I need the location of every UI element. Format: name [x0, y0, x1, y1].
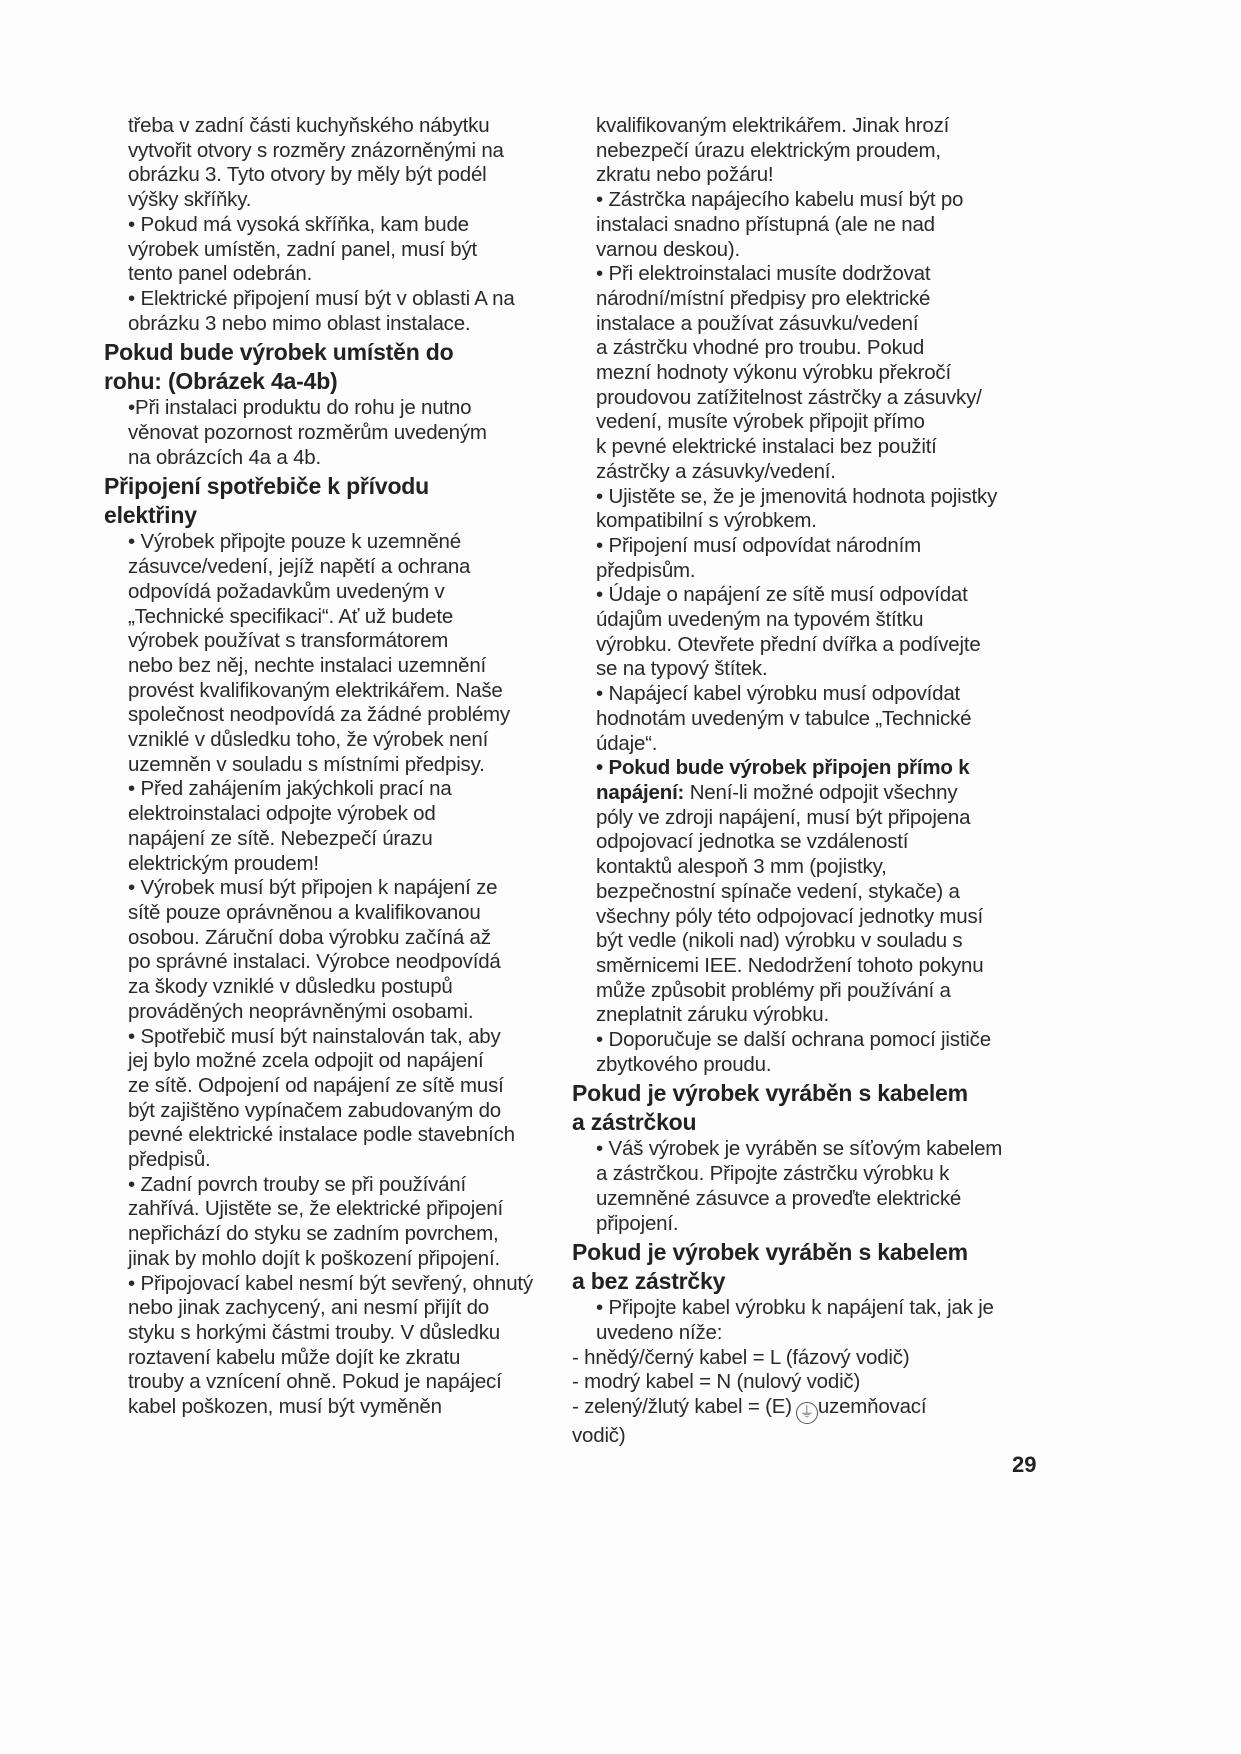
- text-line: třeba v zadní části kuchyňského nábytku: [128, 114, 490, 137]
- text-line: • Pokud má vysoká skříňka, kam bude: [128, 212, 469, 236]
- text-line: předpisům.: [596, 558, 696, 582]
- text-line: proudovou zatížitelnost zástrčky a zásuvky/: [596, 385, 982, 409]
- text-line: tento panel odebrán.: [128, 262, 313, 286]
- text-line: jinak by mohlo dojít k poškození připojení.: [128, 1246, 501, 1270]
- text-block: [572, 1346, 1142, 1449]
- text-line: uvedeno níže:: [596, 1320, 723, 1344]
- section-heading: [104, 472, 604, 530]
- text-line: instalaci snadno přístupná (ale ne nad: [596, 212, 935, 236]
- text-line: • Údaje o napájení ze sítě musí odpovídat: [596, 583, 968, 607]
- text-line: • Spotřebič musí být nainstalován tak, aby: [128, 1024, 501, 1048]
- text-line: elektřiny: [104, 502, 197, 529]
- text-line: se na typový štítek.: [596, 657, 768, 681]
- text-line: uzemněné zásuvce a proveďte elektrické: [596, 1186, 962, 1210]
- bullet-item: [104, 287, 604, 336]
- text-line: nebo bez něj, nechte instalaci uzemnění: [128, 653, 487, 677]
- text-line: • Výrobek musí být připojen k napájení ze: [128, 876, 498, 900]
- text-line: zkratu nebo požáru!: [596, 163, 774, 187]
- text-line: [572, 781, 1142, 806]
- text-line: - hnědý/černý kabel = L (fázový vodič): [572, 1345, 910, 1369]
- section-heading: [572, 1079, 1142, 1137]
- text-line: kompatibilní s výrobkem.: [596, 509, 817, 533]
- bullet-item: [104, 530, 604, 777]
- text-block: [572, 114, 1142, 188]
- text-line: nebezpečí úrazu elektrickým proudem,: [596, 138, 941, 162]
- text-line: nebo jinak zachycený, ani nesmí přijít do: [128, 1296, 490, 1320]
- text-line: rohu: (Obrázek 4a-4b): [104, 368, 338, 395]
- text-line: Pokud je výrobek vyráběn s kabelem: [572, 1239, 968, 1266]
- text-line: kontaktů alespoň 3 mm (pojistky,: [596, 855, 887, 879]
- text-line: - modrý kabel = N (nulový vodič): [572, 1370, 861, 1394]
- text-segment: Není-li možné odpojit všechny: [684, 780, 958, 804]
- bullet-item: [104, 396, 604, 470]
- bullet-item: [572, 756, 1142, 1028]
- text-line: obrázku 3. Tyto otvory by měly být podél: [128, 163, 487, 187]
- text-line: po správné instalaci. Výrobce neodpovídá: [128, 950, 501, 974]
- left-column: [104, 114, 604, 1420]
- text-line: zbytkového proudu.: [596, 1052, 772, 1076]
- bullet-item: [104, 1173, 604, 1272]
- text-line: k pevné elektrické instalaci bez použití: [596, 435, 937, 459]
- text-line: styku s horkými částmi trouby. V důsledku: [128, 1320, 500, 1344]
- text-line: zásuvce/vedení, jejíž napětí a ochrana: [128, 555, 471, 579]
- text-line: Pokud bude výrobek umístěn do: [104, 339, 454, 366]
- text-line: • Elektrické připojení musí být v oblasti A na: [128, 286, 515, 310]
- text-line: bezpečnostní spínače vedení, stykače) a: [596, 879, 960, 903]
- text-line: sítě pouze oprávněnou a kvalifikovanou: [128, 900, 481, 924]
- text-line: vytvořit otvory s rozměry znázorněnými na: [128, 138, 504, 162]
- text-line: a zástrčkou: [572, 1109, 697, 1136]
- text-segment: - zelený/žlutý kabel = (E): [572, 1395, 792, 1419]
- text-line: • Ujistěte se, že je jmenovitá hodnota pojistky: [596, 484, 998, 508]
- text-line: údaje“.: [596, 731, 658, 755]
- text-line: obrázku 3 nebo mimo oblast instalace.: [128, 311, 471, 335]
- bullet-item: [104, 777, 604, 876]
- text-line: odpojovací jednotka se vzdáleností: [596, 830, 909, 854]
- section-heading: [572, 1238, 1142, 1296]
- text-line: [572, 756, 1142, 781]
- page-number: 29: [1012, 1452, 1037, 1477]
- bullet-item: [572, 1137, 1142, 1236]
- text-line: společnost neodpovídá za žádné problémy: [128, 703, 510, 727]
- bullet-item: [572, 1028, 1142, 1077]
- text-line: směrnicemi IEE. Nedodržení tohoto pokynu: [596, 953, 984, 977]
- text-line: varnou deskou).: [596, 237, 741, 261]
- text-line: nepřichází do styku se zadním povrchem,: [128, 1222, 499, 1246]
- bullet-item: [104, 213, 604, 287]
- bullet-item: [104, 876, 604, 1024]
- text-line: pevné elektrické instalace podle stavebních: [128, 1123, 515, 1147]
- bold-text: napájení:: [596, 780, 685, 804]
- text-line: „Technické specifikaci“. Ať už budete: [128, 604, 454, 628]
- bullet-item: [572, 188, 1142, 262]
- text-line: údajům uvedeným na typovém štítku: [596, 608, 924, 632]
- bullet-item: [572, 682, 1142, 756]
- text-line: jej bylo možné zcela odpojit od napájení: [128, 1049, 484, 1073]
- text-line: Připojení spotřebiče k přívodu: [104, 473, 430, 500]
- text-line: • Výrobek připojte pouze k uzemněné: [128, 530, 461, 554]
- text-segment: uzemňovací: [817, 1395, 927, 1419]
- text-line: • Před zahájením jakýchkoli prací na: [128, 777, 452, 801]
- bullet-item: [572, 262, 1142, 484]
- earth-ground-icon: ⏚: [796, 1402, 818, 1424]
- text-line: předpisů.: [128, 1148, 211, 1172]
- text-line: napájení ze sítě. Nebezpečí úrazu: [128, 826, 433, 850]
- bullet-item: [572, 485, 1142, 534]
- text-line: provést kvalifikovaným elektrikářem. Naše: [128, 678, 503, 702]
- text-line: mezní hodnoty výkonu výrobku překročí: [596, 361, 951, 385]
- text-line: elektrickým proudem!: [128, 851, 319, 875]
- text-line: ze sítě. Odpojení od napájení ze sítě musí: [128, 1073, 504, 1097]
- text-line: může způsobit problémy při používání a: [596, 978, 951, 1002]
- text-line: póly ve zdroji napájení, musí být připojena: [596, 805, 971, 829]
- text-line: Pokud je výrobek vyráběn s kabelem: [572, 1080, 968, 1107]
- text-line: vzniklé v důsledku toho, že výrobek není: [128, 728, 489, 752]
- bullet-item: [572, 583, 1142, 682]
- text-line: zneplatnit záruku výrobku.: [596, 1003, 829, 1027]
- text-line: [572, 1395, 1142, 1424]
- text-line: na obrázcích 4a a 4b.: [128, 445, 321, 469]
- text-line: připojení.: [596, 1211, 679, 1235]
- text-line: kabel poškozen, musí být vyměněn: [128, 1395, 442, 1419]
- bullet-item: [104, 1272, 604, 1420]
- text-line: výrobek umístěn, zadní panel, musí být: [128, 237, 478, 261]
- text-line: • Připojení musí odpovídat národním: [596, 533, 921, 557]
- text-line: osobou. Záruční doba výrobku začíná až: [128, 925, 491, 949]
- text-line: • Zástrčka napájecího kabelu musí být po: [596, 188, 964, 212]
- text-line: elektroinstalaci odpojte výrobek od: [128, 802, 436, 826]
- text-block: [104, 114, 604, 213]
- text-line: výšky skříňky.: [128, 188, 252, 212]
- text-line: výrobku. Otevřete přední dvířka a podívejte: [596, 632, 981, 656]
- text-line: zástrčky a zásuvky/vedení.: [596, 459, 836, 483]
- text-line: instalace a používat zásuvku/vedení: [596, 311, 919, 335]
- text-line: prováděných neoprávněnými osobami.: [128, 999, 474, 1023]
- text-line: odpovídá požadavkům uvedeným v: [128, 579, 445, 603]
- text-line: národní/místní předpisy pro elektrické: [596, 286, 931, 310]
- text-line: trouby a vznícení ohně. Pokud je napájecí: [128, 1370, 502, 1394]
- bullet-item: [104, 1025, 604, 1173]
- text-line: • Napájecí kabel výrobku musí odpovídat: [596, 682, 961, 706]
- text-line: být zajištěno vypínačem zabudovaným do: [128, 1098, 502, 1122]
- text-line: výrobek používat s transformátorem: [128, 629, 449, 653]
- text-line: věnovat pozornost rozměrům uvedeným: [128, 421, 487, 445]
- text-line: hodnotám uvedeným v tabulce „Technické: [596, 706, 972, 730]
- text-line: roztavení kabelu může dojít ke zkratu: [128, 1345, 461, 1369]
- text-line: vodič): [572, 1424, 626, 1448]
- text-line: být vedle (nikoli nad) výrobku v souladu s: [596, 929, 963, 953]
- text-line: a bez zástrčky: [572, 1268, 726, 1295]
- text-line: a zástrčkou. Připojte zástrčku výrobku k: [596, 1162, 950, 1186]
- text-line: • Doporučuje se další ochrana pomocí jističe: [596, 1028, 991, 1052]
- bullet-item: [572, 534, 1142, 583]
- text-line: za škody vzniklé v důsledku postupů: [128, 975, 453, 999]
- text-line: uzemněn v souladu s místními předpisy.: [128, 752, 485, 776]
- text-line: • Při elektroinstalaci musíte dodržovat: [596, 262, 931, 286]
- text-line: • Zadní povrch trouby se při používání: [128, 1172, 467, 1196]
- text-line: všechny póly této odpojovací jednotky musí: [596, 904, 984, 928]
- section-heading: [104, 338, 604, 396]
- text-line: vedení, musíte výrobek připojit přímo: [596, 410, 925, 434]
- right-column: [572, 114, 1142, 1449]
- text-line: •Při instalaci produktu do rohu je nutno: [128, 396, 472, 420]
- text-line: • Připojovací kabel nesmí být sevřený, ohnutý: [128, 1271, 533, 1295]
- text-line: zahřívá. Ujistěte se, že elektrické připojení: [128, 1197, 503, 1221]
- bullet-item: [572, 1296, 1142, 1345]
- text-line: • Váš výrobek je vyráběn se síťovým kabelem: [596, 1137, 1003, 1161]
- text-line: kvalifikovaným elektrikářem. Jinak hrozí: [596, 114, 950, 137]
- text-line: • Připojte kabel výrobku k napájení tak, jak je: [596, 1296, 994, 1320]
- bold-text: • Pokud bude výrobek připojen přímo k: [596, 756, 970, 780]
- text-line: a zástrčku vhodné pro troubu. Pokud: [596, 336, 925, 360]
